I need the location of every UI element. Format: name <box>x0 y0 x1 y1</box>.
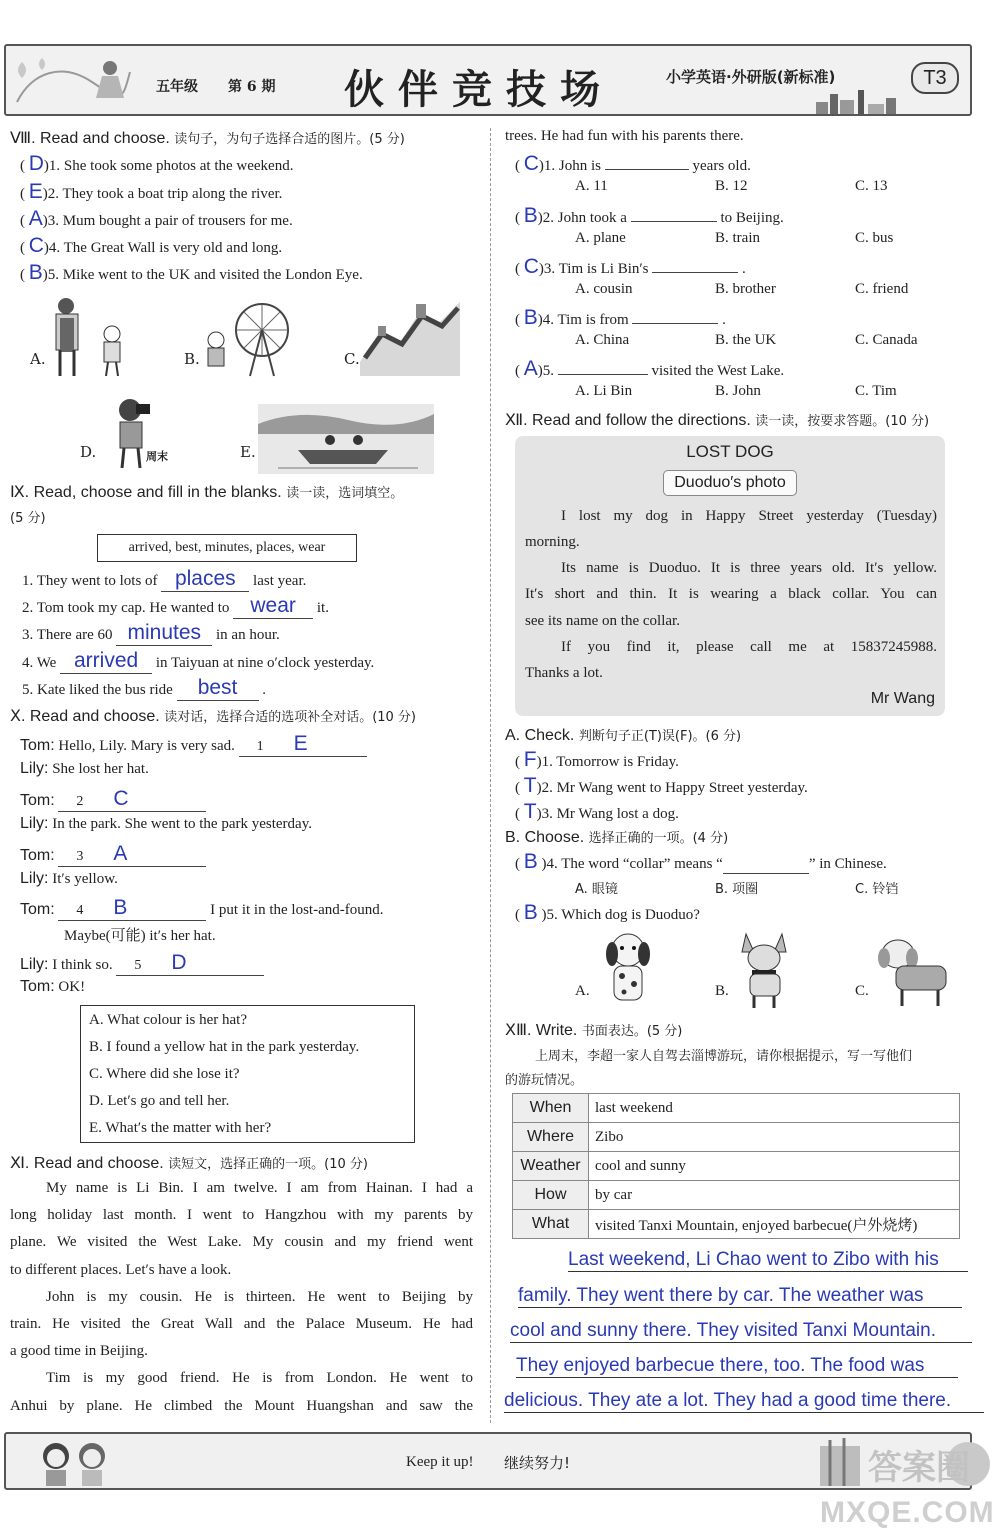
question-text: )2. They took a boat trip along the river. <box>42 186 283 202</box>
fill-blank-item <box>22 594 329 619</box>
question-text: )4. The Great Wall is very old and long. <box>43 240 283 256</box>
dialogue-option: C. Where did she lose it? <box>89 1066 240 1082</box>
speaker-label: Tom: <box>20 978 55 995</box>
row-key: When <box>513 1094 589 1123</box>
row-key: Weather <box>513 1152 589 1181</box>
speaker-label: Lily: <box>20 870 49 887</box>
option-c: C. Canada <box>855 332 918 348</box>
boy-at-london-eye-picture <box>200 300 300 378</box>
passage-line: long holiday last month. I went to Hangzhou with my parents by <box>10 1207 473 1224</box>
notice-line: If you find it, please call me at 15837245988. <box>561 639 937 655</box>
part-a-heading <box>505 725 741 745</box>
statement-text: )3. Mr Wang lost a dog. <box>536 806 679 822</box>
answer-blank[interactable] <box>161 567 249 592</box>
passage-line: trees. He had fun with his parents there. <box>505 128 744 144</box>
question-text: )2. John took a <box>537 210 627 226</box>
question-text-end: to Beijing. <box>720 210 784 226</box>
two-kids-icon <box>36 1438 116 1488</box>
sentence-start: 3. There are 60 <box>22 627 113 643</box>
section-10-heading <box>10 706 416 726</box>
section-12-instruction: 读一读，按要求答题。(10 分) <box>755 414 930 429</box>
sentence-start: 5. Kate liked the bus ride <box>22 682 173 698</box>
question-text: )3. Mum bought a pair of trousers for me. <box>42 213 293 229</box>
option-b: B. 项圈 <box>715 882 759 897</box>
logo-text: 答案圈 <box>868 1448 970 1488</box>
answer-blank[interactable] <box>652 272 738 273</box>
sentence-end: last year. <box>253 573 307 589</box>
part-a-title: A. Check. <box>505 727 575 744</box>
answer-mark: B <box>523 204 538 227</box>
sentence-start: 2. Tom took my cap. He wanted to <box>22 600 230 616</box>
section-12-heading <box>505 410 929 430</box>
blank-answer: B <box>113 896 128 919</box>
passage-line: My name is Li Bin. I am twelve. I am from Hainan. I had a <box>46 1180 473 1196</box>
dialogue-option: B. I found a yellow hat in the park yesterday. <box>89 1039 360 1055</box>
option-b: B. train <box>715 230 760 246</box>
picture-label-d: D. <box>80 443 97 461</box>
question-text-end: visited the West Lake. <box>651 363 785 379</box>
answer-mark: E <box>28 180 43 203</box>
subject-label: 小学英语·外研版(新标准) <box>666 68 836 86</box>
dialogue-text: Maybe(可能) it′s her hat. <box>64 928 216 944</box>
question-text-end: . <box>742 261 746 277</box>
answer-blank[interactable] <box>605 169 689 170</box>
great-wall-picture <box>360 292 460 376</box>
speaker-label: Tom: <box>20 737 55 754</box>
blank-answer: C <box>113 787 129 810</box>
section-13-instruction: 书面表达。(5 分) <box>581 1024 683 1039</box>
option-c: C. Tim <box>855 383 897 399</box>
part-a-instruction: 判断句子正(T)误(F)。(6 分) <box>578 729 742 744</box>
sentence-end: it. <box>316 600 329 616</box>
answer-mark: T <box>523 774 537 797</box>
notice-title: LOST DOG <box>686 442 774 461</box>
dog-photo-label: Duoduo′s photo <box>663 470 797 496</box>
question-text-end: . <box>722 312 726 328</box>
passage-line: Anhui by plane. He climbed the Mount Huangshan and saw the <box>10 1397 473 1414</box>
notice-signature: Mr Wang <box>870 690 935 707</box>
dialogue-line <box>20 732 367 757</box>
option-c: C. friend <box>855 281 909 297</box>
writing-prompt-line-2: 的游玩情况。 <box>505 1073 584 1088</box>
section-12-title: Ⅻ. Read and follow the directions. <box>505 412 751 429</box>
fill-blank-item <box>22 621 280 646</box>
dialogue-option: A. What colour is her hat? <box>89 1012 248 1028</box>
blank-answer: E <box>293 732 308 755</box>
choose-picture-item: ( A)3. Mum bought a pair of trousers for me. <box>20 207 293 230</box>
answer-mark: F <box>523 748 537 771</box>
answer-blank[interactable] <box>233 594 313 619</box>
picture-label-e: E. <box>240 443 256 461</box>
reading-question: ( A)5. visited the West Lake. <box>515 357 785 380</box>
dialogue-line <box>20 787 206 812</box>
dog-option-c: C. <box>855 983 869 999</box>
section-8-instruction: 读句子，为句子选择合适的图片。(5 分) <box>174 132 405 147</box>
question-text: )1. She took some photos at the weekend. <box>43 158 294 174</box>
choose-picture-item: ( C)4. The Great Wall is very old and long. <box>20 234 283 257</box>
notice-line: I lost my dog in Happy Street yesterday (Tuesday) <box>561 508 937 524</box>
answer-blank[interactable] <box>60 649 152 674</box>
row-value: last weekend <box>589 1094 960 1123</box>
picture-label-a: A. <box>30 350 46 368</box>
table-row <box>513 1181 960 1210</box>
answer-line: Last weekend, Li Chao went to Zibo with his <box>568 1249 968 1272</box>
section-9-instruction: 读一读，选词填空。 <box>286 486 404 501</box>
dialogue-line <box>20 842 206 867</box>
dialogue-text: I think so. <box>52 957 113 973</box>
notice-line: morning. <box>525 534 580 550</box>
answer-blank[interactable] <box>116 621 212 646</box>
part-b-title: B. Choose. <box>505 829 585 846</box>
column-divider <box>490 128 491 1423</box>
option-b: B. 12 <box>715 178 748 194</box>
dialogue-text: In the park. She went to the park yesterday. <box>52 816 312 832</box>
table-row <box>513 1123 960 1152</box>
dialogue-line <box>20 815 312 833</box>
answer-blank[interactable] <box>723 856 809 874</box>
true-false-item: ( F)1. Tomorrow is Friday. <box>515 748 679 771</box>
row-key: How <box>513 1181 589 1210</box>
collar-question: ( B )4. The word “collar” means “ ” in Chinese. <box>515 850 887 873</box>
footer-motto: Keep it up! <box>406 1454 474 1470</box>
row-value: Zibo <box>589 1123 960 1152</box>
writing-prompt-line-1: 上周末，李超一家人自驾去淄博游玩，请你根据提示，写一写他们 <box>535 1049 913 1064</box>
part-b-heading <box>505 827 728 847</box>
blank-number: 5 <box>134 958 142 973</box>
dialogue-text: It′s yellow. <box>52 871 118 887</box>
dialogue-text: She lost her hat. <box>52 761 149 777</box>
dog-option-b: B. <box>715 983 729 999</box>
dialogue-option: E. What′s the matter with her? <box>89 1120 272 1136</box>
speaker-label: Tom: <box>20 901 55 918</box>
picture-label-b: B. <box>184 350 200 368</box>
row-value: by car <box>589 1181 960 1210</box>
answer-mark: B <box>28 261 43 284</box>
choose-picture-item: ( E)2. They took a boat trip along the river. <box>20 180 283 203</box>
dialogue-line <box>20 896 383 921</box>
small-dog-with-collar-picture <box>732 930 798 1010</box>
reading-question: ( B)2. John took a to Beijing. <box>515 204 784 227</box>
answer-blank[interactable] <box>632 323 718 324</box>
notice-line: It′s short and thin. It is wearing a black collar. You can <box>525 586 937 602</box>
passage-line: Tim is my good friend. He is from London. He went to <box>46 1370 473 1387</box>
option-b: B. John <box>715 383 761 399</box>
dialogue-blank[interactable] <box>116 951 264 976</box>
reading-question: ( C)1. John is years old. <box>515 152 751 175</box>
mum-with-trousers-picture <box>46 294 136 378</box>
dialogue-line <box>20 870 118 888</box>
answer-word: wear <box>250 594 296 617</box>
answer-mark: C <box>523 255 539 278</box>
passage-line: train. He visited the Great Wall and the Palace Museum. He had <box>10 1316 473 1332</box>
answer-word: minutes <box>127 621 202 644</box>
dog-option-a: A. <box>575 983 590 999</box>
answer-mark: A <box>28 207 43 230</box>
dialogue-line <box>20 978 85 996</box>
answer-word: arrived <box>73 649 139 672</box>
picture-label-c: C. <box>344 350 360 368</box>
true-false-item: ( T)2. Mr Wang went to Happy Street yesterday. <box>515 774 808 797</box>
answer-word: places <box>174 567 236 590</box>
boat-trip-picture <box>258 404 434 474</box>
decorative-girl-illustration <box>12 52 132 110</box>
page-badge: T3 <box>911 62 959 94</box>
option-a: A. China <box>575 332 630 348</box>
section-9-heading <box>10 482 403 502</box>
passage-line: a good time in Beijing. <box>10 1343 148 1360</box>
answer-mark: A <box>523 357 538 380</box>
row-key: Where <box>513 1123 589 1152</box>
answer-site-logo <box>816 1436 996 1490</box>
answer-mark: T <box>523 800 537 823</box>
lost-dog-notice <box>515 436 945 716</box>
answer-mark: C <box>28 234 44 257</box>
statement-text: )1. Tomorrow is Friday. <box>536 754 679 770</box>
sentence-end: . <box>262 682 267 698</box>
answer-line: family. They went there by car. The weather was <box>518 1285 962 1308</box>
answer-blank[interactable] <box>631 221 717 222</box>
option-c: C. 铃铛 <box>855 882 899 897</box>
which-dog-question: ( B )5. Which dog is Duoduo? <box>515 901 700 924</box>
dialogue-blank[interactable] <box>239 732 367 757</box>
answer-mark: B <box>523 901 538 924</box>
dialogue-option: D. Let′s go and tell her. <box>89 1093 230 1109</box>
section-13-title: ⅩⅢ. Write. <box>505 1022 578 1039</box>
footer-motto-cn: 继续努力! <box>504 1454 571 1472</box>
question-text: )1. John is <box>538 158 602 174</box>
notice-line: see its name on the collar. <box>525 613 680 629</box>
question-text: )5. <box>537 363 555 379</box>
option-b: B. brother <box>715 281 776 297</box>
sentence-start: 4. We <box>22 655 57 671</box>
speaker-label: Tom: <box>20 847 55 864</box>
answer-mark: D <box>28 152 44 175</box>
part-b-instruction: 选择正确的一项。(4 分) <box>588 831 729 846</box>
blank-answer: D <box>171 951 187 974</box>
section-8-title: Ⅷ. Read and choose. <box>10 130 170 147</box>
speaker-label: Lily: <box>20 815 49 832</box>
option-c: C. 13 <box>855 178 888 194</box>
fill-blank-item <box>22 649 374 674</box>
blank-answer: A <box>113 842 128 865</box>
option-b: B. the UK <box>715 332 777 348</box>
section-13-heading <box>505 1020 682 1040</box>
row-key: What <box>513 1210 589 1239</box>
speaker-label: Lily: <box>20 956 49 973</box>
section-11-title: Ⅺ. Read and choose. <box>10 1155 164 1172</box>
answer-mark: B <box>523 306 538 329</box>
dialogue-blank[interactable] <box>58 842 206 867</box>
answer-line: They enjoyed barbecue there, too. The food was <box>516 1355 958 1378</box>
table-row <box>513 1152 960 1181</box>
answer-line: cool and sunny there. They visited Tanxi Mountain. <box>510 1320 972 1343</box>
section-8-heading <box>10 128 405 148</box>
dialogue-text: Hello, Lily. Mary is very sad. <box>58 738 235 754</box>
reading-question: ( C)3. Tim is Li Bin′s . <box>515 255 746 278</box>
table-row <box>513 1094 960 1123</box>
dialogue-line <box>64 924 216 945</box>
option-a: A. 眼镜 <box>575 882 618 897</box>
answer-blank[interactable] <box>177 676 259 701</box>
option-a: A. plane <box>575 230 626 246</box>
option-a: A. Li Bin <box>575 383 633 399</box>
fill-blank-item <box>22 676 266 701</box>
page-header <box>4 44 972 116</box>
question-text: )5. Mike went to the UK and visited the London Eye. <box>42 267 363 283</box>
option-c: C. bus <box>855 230 894 246</box>
answer-mark: B <box>523 850 538 873</box>
section-9-score: (5 分) <box>10 511 46 526</box>
grade-label: 五年级 <box>156 79 198 95</box>
page-footer <box>4 1432 972 1490</box>
weekend-tag: 周末 <box>146 450 168 463</box>
question-text: )4. Tim is from <box>537 312 629 328</box>
sentence-end: in an hour. <box>216 627 280 643</box>
passage-line: to different places. Let′s have a look. <box>10 1261 232 1278</box>
answer-word: best <box>197 676 238 699</box>
trip-info-table <box>512 1093 960 1239</box>
section-10-instruction: 读对话，选择合适的选项补全对话。(10 分) <box>164 710 417 725</box>
speaker-label: Tom: <box>20 792 55 809</box>
answer-blank[interactable] <box>558 374 648 375</box>
notice-line: Thanks a lot. <box>525 665 603 681</box>
dialogue-text-after: I put it in the lost-and-found. <box>210 902 384 918</box>
section-11-heading <box>10 1153 368 1173</box>
dialogue-blank[interactable] <box>58 787 206 812</box>
choose-picture-item: ( D)1. She took some photos at the weekend. <box>20 152 294 175</box>
option-a: A. 11 <box>575 178 608 194</box>
answer-mark: C <box>523 152 539 175</box>
dalmatian-dog-picture <box>596 928 662 1010</box>
sentence-end: in Taiyuan at nine o′clock yesterday. <box>155 655 375 671</box>
row-value: cool and sunny <box>589 1152 960 1181</box>
fill-blank-item <box>22 567 306 592</box>
blank-number: 1 <box>256 739 264 754</box>
table-row <box>513 1210 960 1239</box>
word-bank-box: arrived, best, minutes, places, wear <box>97 534 357 562</box>
true-false-item: ( T)3. Mr Wang lost a dog. <box>515 800 679 823</box>
choose-picture-item: ( B)5. Mike went to the UK and visited the London Eye. <box>20 261 363 284</box>
section-11-instruction: 读短文，选择正确的一项。(10 分) <box>168 1157 368 1172</box>
dialogue-options-box <box>80 1005 415 1143</box>
statement-text: )2. Mr Wang went to Happy Street yesterday. <box>536 780 808 796</box>
question-text-end: ” in Chinese. <box>808 856 887 872</box>
dialogue-text: OK! <box>58 979 86 995</box>
blank-number: 2 <box>76 794 84 809</box>
passage-line: John is my cousin. He is thirteen. He went to Beijing by <box>46 1288 473 1305</box>
reading-question: ( B)4. Tim is from . <box>515 306 726 329</box>
passage-line: plane. We visited the West Lake. My cousin and my friend went <box>10 1234 473 1251</box>
sentence-start: 1. They went to lots of <box>22 573 158 589</box>
blank-number: 4 <box>76 903 84 918</box>
blank-number: 3 <box>76 849 84 864</box>
newspaper-title: 伙伴竞技场 <box>344 67 614 113</box>
answer-line: delicious. They ate a lot. They had a good time there. <box>504 1390 984 1413</box>
dialogue-blank[interactable] <box>58 896 206 921</box>
notice-line: Its name is Duoduo. It is three years old. It′s yellow. <box>561 560 937 576</box>
section-9-title: Ⅸ. Read, choose and fill in the blanks. <box>10 484 282 501</box>
puppy-in-coat-picture <box>872 934 956 1010</box>
question-text: )3. Tim is Li Bin′s <box>538 261 649 277</box>
city-skyline-icon <box>814 88 904 116</box>
dialogue-line <box>20 760 149 778</box>
option-a: A. cousin <box>575 281 633 297</box>
section-10-title: Ⅹ. Read and choose. <box>10 708 160 725</box>
speaker-label: Lily: <box>20 760 49 777</box>
issue-label: 第 6 期 <box>228 79 276 95</box>
question-text: )4. The word “collar” means “ <box>541 856 723 872</box>
dialogue-line <box>20 951 264 976</box>
question-text-end: years old. <box>692 158 751 174</box>
row-value: visited Tanxi Mountain, enjoyed barbecue(户外烧烤) <box>589 1210 960 1239</box>
question-text: )5. Which dog is Duoduo? <box>541 907 700 923</box>
girl-taking-photo-picture <box>100 392 180 472</box>
watermark: MXQE.COM <box>820 1496 995 1529</box>
